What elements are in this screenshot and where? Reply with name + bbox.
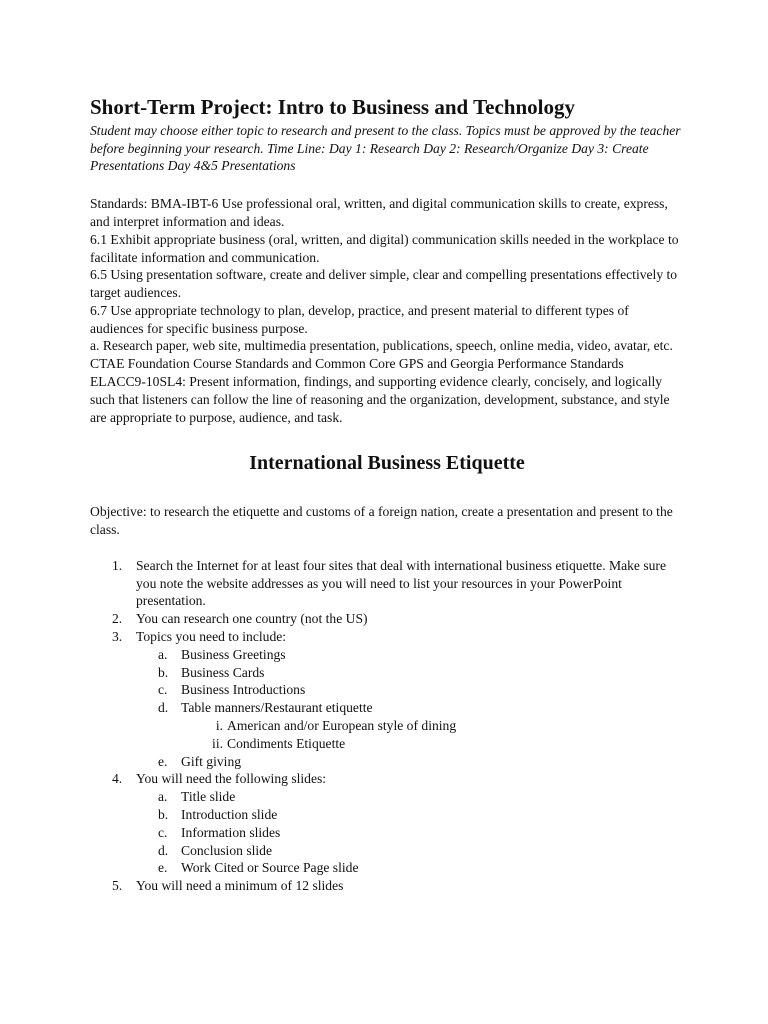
sub-list-number: c. <box>158 682 168 698</box>
sub-list <box>136 646 684 771</box>
list-item-text: You will need a minimum of 12 slides <box>136 878 344 894</box>
list-item <box>90 557 684 610</box>
sub-list-item-text: Business Cards <box>181 664 265 680</box>
sub-list-item-text: Work Cited or Source Page slide <box>181 860 359 876</box>
sub-list <box>136 788 684 877</box>
sub-list-item-text: Information slides <box>181 824 281 840</box>
list-item <box>90 628 684 770</box>
sub-list-item <box>136 788 684 806</box>
sub-list-item <box>136 753 684 771</box>
standards-block <box>90 195 684 426</box>
sub-list-item <box>136 859 684 877</box>
standards-paragraph: Standards: BMA-IBT-6 Use professional oral, written, and digital communication skills to create, express, and interpret information and ideas. <box>90 196 668 229</box>
sub-list-item <box>136 824 684 842</box>
sub-list-item <box>136 699 684 752</box>
sub-list-item-text: Title slide <box>181 789 236 805</box>
standards-paragraph: 6.7 Use appropriate technology to plan, develop, practice, and present material to different types of audiences for specific business purpose. <box>90 302 629 336</box>
list-number: 5. <box>112 878 123 894</box>
intro-paragraph: Student may choose either topic to research and present to the class. Topics must be approved by the teacher before beginning your research. Time Line: Day 1: Research Day 2: Research/Organize Day 3: Create Presentations Day 4&5 Presentations <box>90 123 681 174</box>
sub-list-item-text: Table manners/Restaurant etiquette <box>181 700 373 716</box>
sub-list-number: a. <box>158 789 168 805</box>
sub-list-number: b. <box>158 807 169 823</box>
standards-paragraph: CTAE Foundation Course Standards and Common Core GPS and Georgia Performance Standards <box>90 356 624 372</box>
sub-sub-list <box>181 717 684 753</box>
sub-list-number: e. <box>158 860 168 876</box>
objective-paragraph: Objective: to research the etiquette and customs of a foreign nation, create a presentation and present to the class. <box>90 504 673 538</box>
standards-paragraph: 6.5 Using presentation software, create and deliver simple, clear and compelling presentations effectively to target audiences. <box>90 267 678 301</box>
standards-paragraph: ELACC9-10SL4: Present information, findings, and supporting evidence clearly, concisely, and logically such that listeners can follow the line of reasoning and the organization, development, substance, and style are appropriate to purpose, audience, and task. <box>90 374 670 425</box>
list-item-text: You will need the following slides: <box>136 771 327 787</box>
sub-sub-list-item <box>181 735 684 753</box>
sub-sub-list-number: i. <box>215 718 223 734</box>
sub-list-item-text: Gift giving <box>181 753 242 769</box>
list-number: 1. <box>112 557 123 573</box>
standards-paragraph: 6.1 Exhibit appropriate business (oral, written, and digital) communication skills needed in the workplace to facilitate information and communication. <box>90 231 679 265</box>
sub-sub-list-item <box>181 717 684 735</box>
sub-list-number: d. <box>158 700 169 716</box>
list-number: 4. <box>112 771 123 787</box>
list-number: 2. <box>112 611 123 627</box>
list-item-text: Topics you need to include: <box>136 629 287 645</box>
sub-list-number: b. <box>158 664 169 680</box>
sub-list-number: e. <box>158 753 168 769</box>
sub-list-item-text: Conclusion slide <box>181 842 273 858</box>
list-item <box>90 877 684 895</box>
sub-list-item-text: Business Greetings <box>181 646 286 662</box>
sub-list-item <box>136 646 684 664</box>
sub-list-number: d. <box>158 842 169 858</box>
sub-list-item <box>136 842 684 860</box>
sub-list-item-text: Introduction slide <box>181 807 278 823</box>
sub-sub-list-item-text: Condiments Etiquette <box>227 735 346 751</box>
sub-list-item <box>136 681 684 699</box>
sub-list-item <box>136 806 684 824</box>
sub-list-number: a. <box>158 646 168 662</box>
sub-sub-list-item-text: American and/or European style of dining <box>227 718 457 734</box>
list-item <box>90 610 684 628</box>
list-number: 3. <box>112 629 123 645</box>
list-item-text: Search the Internet for at least four sites that deal with international business etiquette. Make sure you note the website addresses as you will need to list your resources in your PowerPoint presentation. <box>136 557 666 609</box>
section-title: International Business Etiquette <box>249 452 525 475</box>
sub-list-item <box>136 664 684 682</box>
sub-sub-list-number: ii. <box>212 735 223 751</box>
list-item <box>90 770 684 877</box>
sub-list-item-text: Business Introductions <box>181 682 306 698</box>
steps-list <box>90 557 684 895</box>
sub-list-number: c. <box>158 824 168 840</box>
standards-paragraph: a. Research paper, web site, multimedia presentation, publications, speech, online media, video, avatar, etc. <box>90 338 673 354</box>
document-title: Short-Term Project: Intro to Business and Technology <box>90 95 575 119</box>
list-item-text: You can research one country (not the US) <box>136 611 368 627</box>
